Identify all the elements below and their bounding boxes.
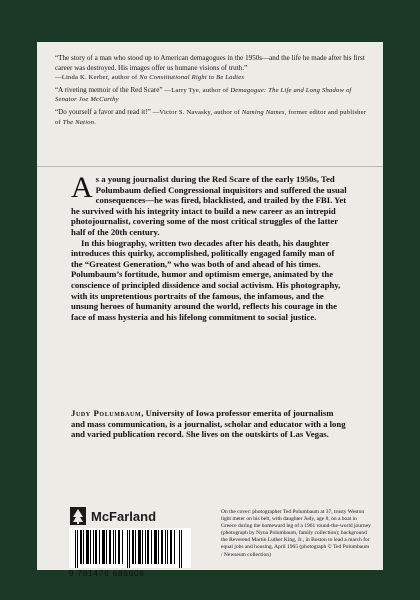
- cover-caption: On the cover: photographer Ted Polumbaum at 37, trusty Weston light meter on his belt, with daughter Judy, age 8, on a boat in Greece during the homeward leg of a 1961 round-the-world journey (photograph by Nyna Polumbaum, family collection); background the Reverend Martin Luther King, Jr., in Boston to lead a march for equal jobs and housing, April 1965 (photograph © Ted Polumbaum / Newseum collection): [221, 509, 371, 558]
- cited-work: No Constitutional Right to Be Ladies: [139, 74, 245, 82]
- attribution-tail: , former editor and publisher of: [55, 108, 367, 126]
- praise-blurbs: [55, 54, 367, 130]
- barcode-icon: [69, 528, 191, 568]
- drop-cap: A: [71, 171, 93, 204]
- cited-work: Naming Names: [241, 108, 285, 116]
- attribution-text: —Linda K. Kerber, author of: [55, 74, 140, 82]
- blurb-quote: “A riveting memoir of the Red Scare”: [55, 85, 163, 94]
- blurb-tye: [55, 86, 367, 105]
- description-para-2: In this biography, written two decades after his death, his daughter introduces this quirky, accomplished, politically engaged family man of the “Greatest Generation,” who was both of and ahead of his times. Polumbaum’s fortitude, humor and optimism emerge, animated by the conscience of principled dissidence and social activism. His photography, with its unpretentious portraits of the famous, the infamous, and the unsung heroes of humanity around the world, reflects his courage in the face of mass hysteria and his lifelong commitment to social justice.: [71, 237, 341, 322]
- attribution-end: .: [94, 118, 97, 126]
- divider: [37, 166, 383, 167]
- blurb-kerber: [55, 54, 367, 83]
- author-bio: [71, 408, 347, 440]
- blurb-navasky: [55, 108, 367, 127]
- mcfarland-tree-logo-icon: [69, 506, 87, 526]
- cover-panel: [37, 42, 383, 578]
- author-bio-text: , University of Iowa professor emerita of journalism and mass communication, is a journalist, scholar and educator with a long and varied publication record. She lives on the outskirts of Las Vegas.: [71, 408, 346, 440]
- book-description: [71, 171, 347, 322]
- description-para-1: [71, 171, 347, 238]
- author-name: Judy Polumbaum: [71, 408, 142, 418]
- publisher-name: McFarland: [91, 508, 157, 524]
- isbn-digits: 9 781476 686608: [69, 569, 145, 578]
- publisher-logo: [69, 506, 156, 526]
- attribution-text: —Larry Tye, author of: [162, 86, 231, 94]
- blurb-quote: “The story of a man who stood up to American demagogues in the 1950s—and the life he made after his first career was destroyed. His images offer us humane visions of truth.”: [55, 54, 365, 72]
- blurb-quote: “Do yourself a favor and read it!”: [55, 107, 151, 116]
- cited-work: Demagogue: The Life and Long Shadow of Senator Joe McCarthy: [55, 86, 352, 104]
- isbn-barcode: [69, 528, 191, 568]
- description-para-1-text: s a young journalist during the Red Scare of the early 1950s, Ted Polumbaum defied Congressional inquisitors and suffered the usual consequences—he was fired, blacklisted, and trailed by the FBI. Yet he survived with his integrity intact to build a new career as an intrepid photojournalist, covering some of the most critical struggles of the latter half of the 20th century.: [71, 174, 347, 237]
- blurb-attribution: [55, 74, 244, 81]
- cited-work-2: The Nation: [62, 118, 95, 126]
- attribution-text: —Victor S. Navasky, author of: [150, 108, 242, 116]
